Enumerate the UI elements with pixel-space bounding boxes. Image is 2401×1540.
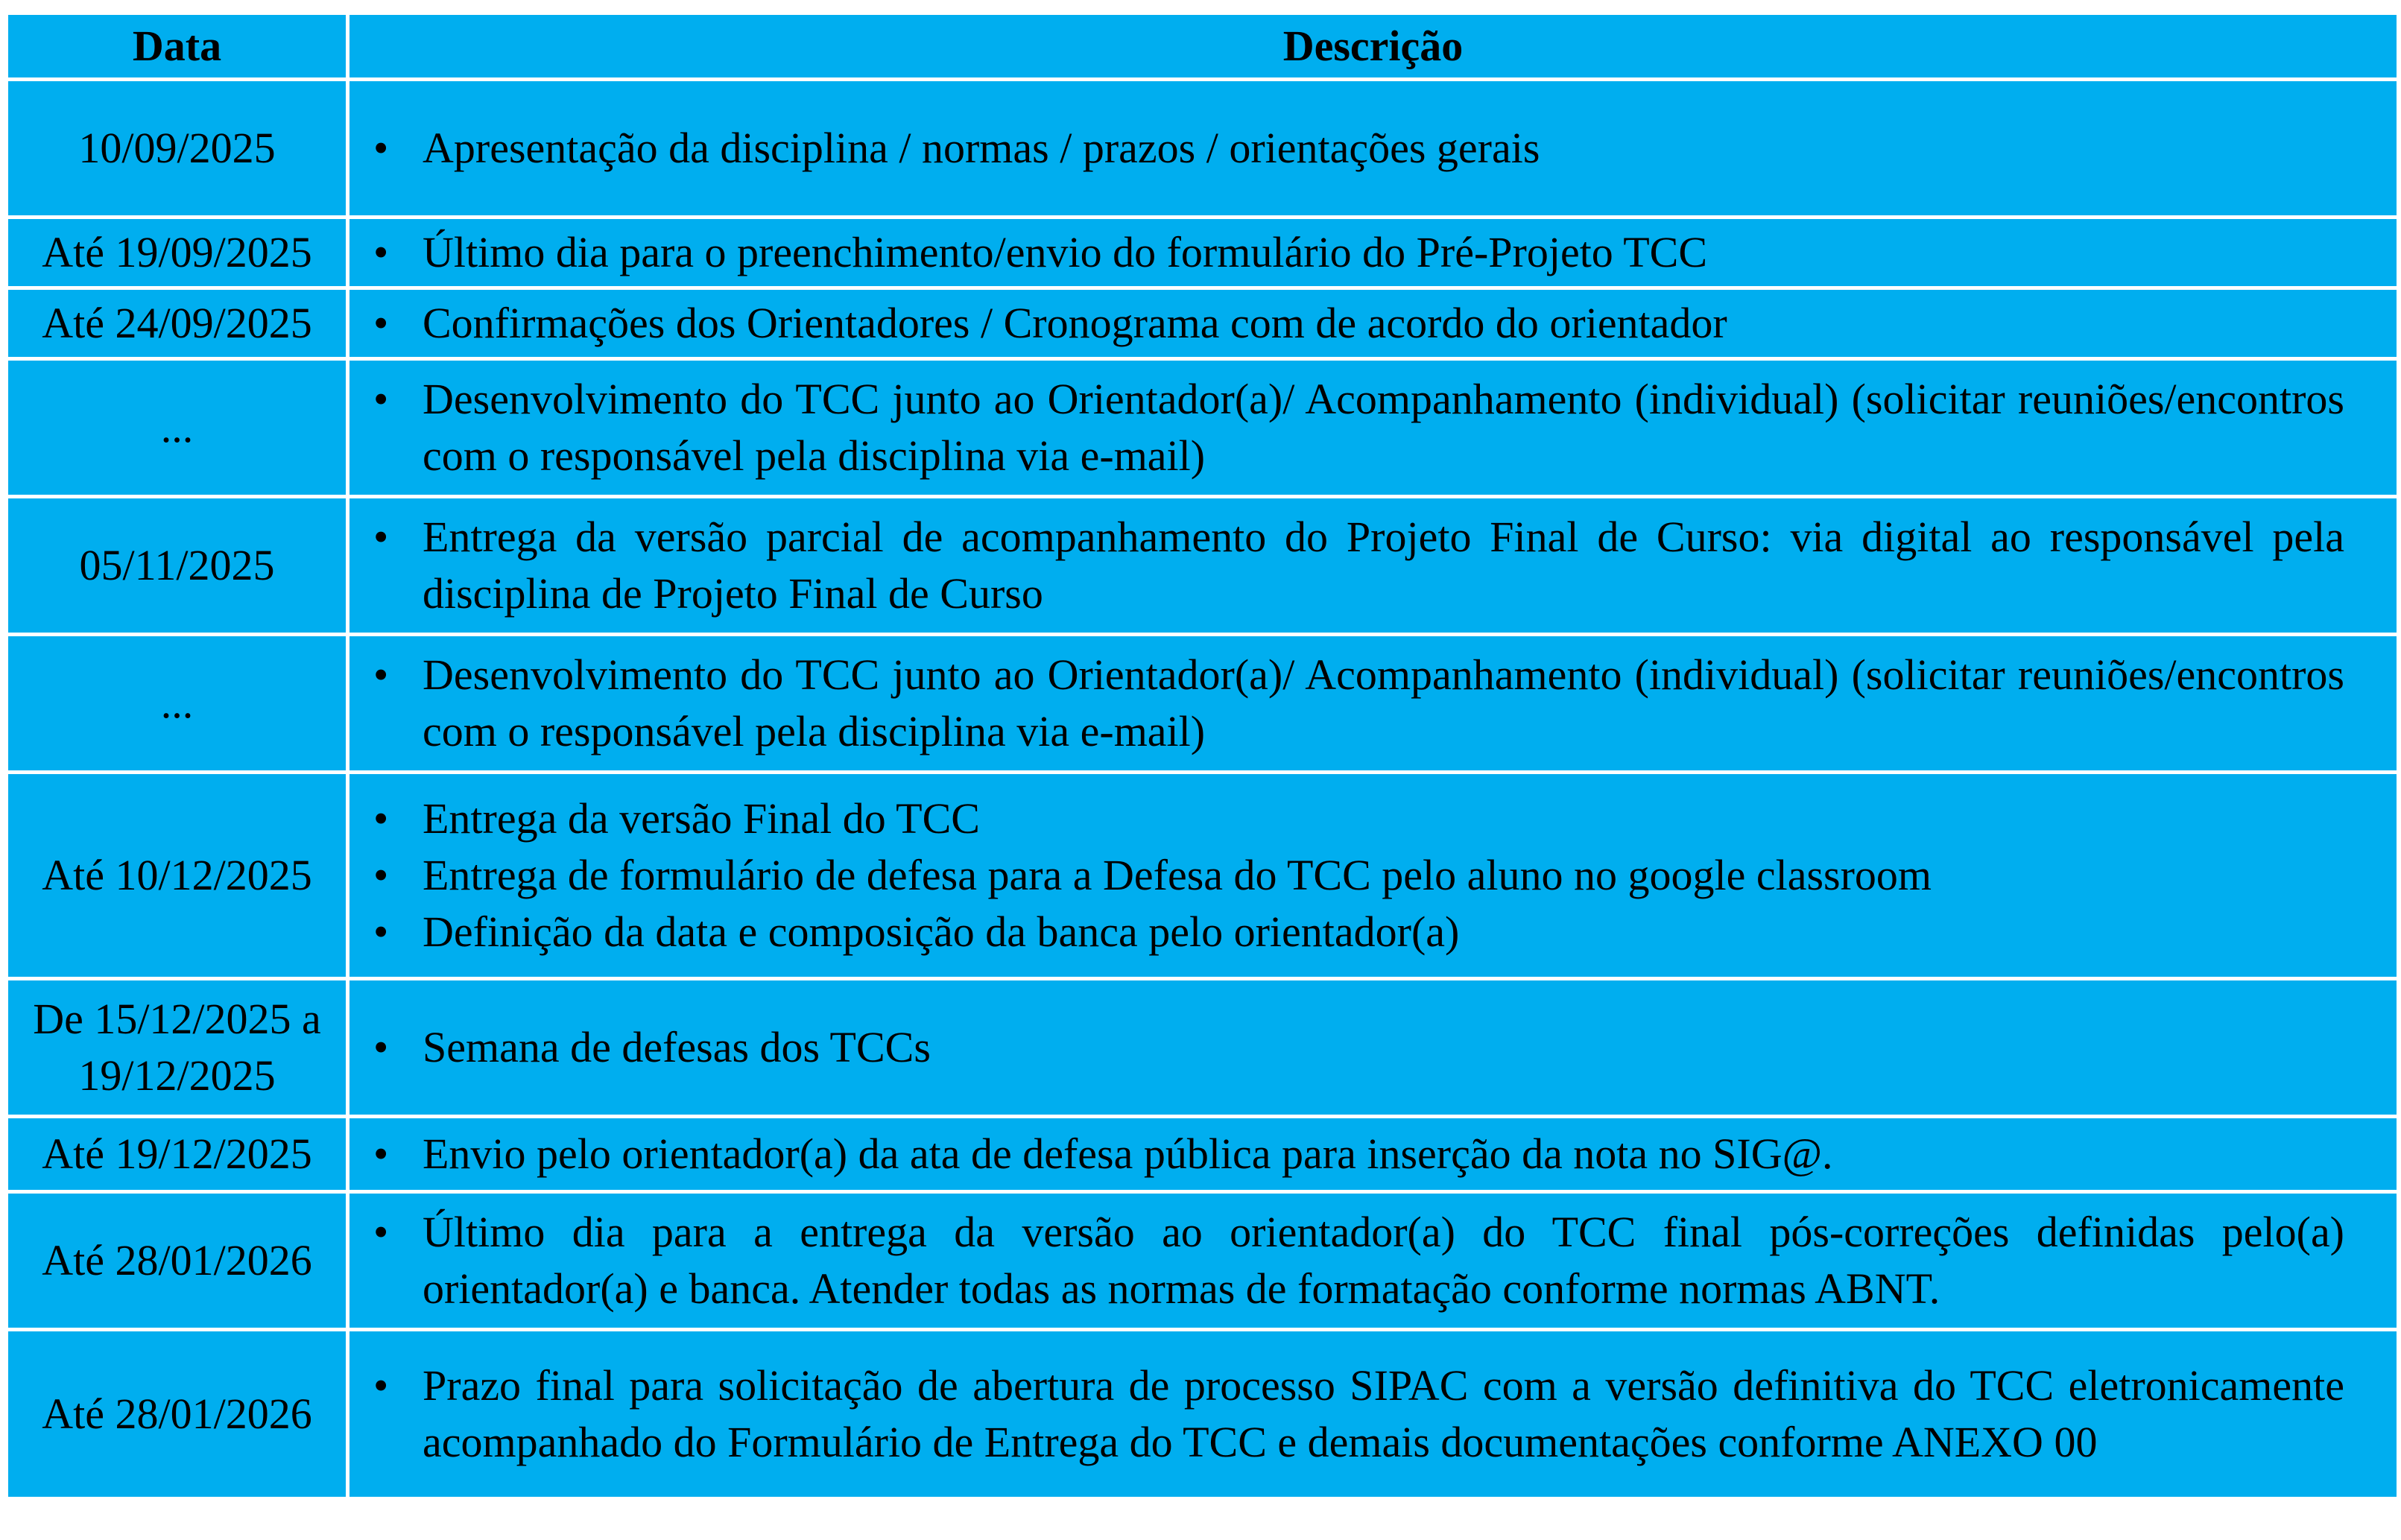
header-date: Data (7, 13, 348, 80)
description-cell (348, 979, 2399, 1117)
description-cell (348, 635, 2399, 773)
date-line: 10/09/2025 (78, 124, 276, 172)
bullet-list (349, 1019, 2344, 1076)
description-cell (348, 218, 2399, 288)
bullet-list (349, 224, 2344, 281)
date-line: ... (160, 679, 194, 727)
bullet-list (349, 295, 2344, 352)
bullet-list (349, 790, 2344, 960)
list-item: • Prazo final para solicitação de abertura de processo SIPAC com a versão definitiva do TCC eletronicamente acompanhado do Formulário de Entrega do TCC e demais documentações conforme ANEXO 00 (423, 1357, 2344, 1471)
description-cell (348, 1117, 2399, 1192)
table-row (7, 773, 2399, 979)
date-cell (7, 497, 348, 635)
description-cell (348, 497, 2399, 635)
date-line: Até 28/01/2026 (42, 1390, 312, 1438)
date-line: Até 19/09/2025 (42, 228, 312, 276)
date-cell (7, 1117, 348, 1192)
list-item: • Último dia para o preenchimento/envio do formulário do Pré-Projeto TCC (423, 224, 2344, 281)
date-cell (7, 979, 348, 1117)
header-row (7, 13, 2399, 80)
table-row (7, 1330, 2399, 1499)
list-item: • Desenvolvimento do TCC junto ao Orientador(a)/ Acompanhamento (individual) (solicitar reuniões/encontros com o responsável pela disciplina via e-mail) (423, 371, 2344, 484)
date-cell (7, 80, 348, 218)
bullet-list (349, 647, 2344, 760)
list-item: • Apresentação da disciplina / normas / prazos / orientações gerais (423, 120, 2344, 177)
bullet-list (349, 1204, 2344, 1317)
table-row (7, 359, 2399, 497)
list-item: • Entrega de formulário de defesa para a Defesa do TCC pelo aluno no google classroom (423, 847, 2344, 904)
description-cell (348, 80, 2399, 218)
table-row (7, 80, 2399, 218)
list-item: • Entrega da versão parcial de acompanhamento do Projeto Final de Curso: via digital ao responsável pela disciplina de Projeto Final de Curso (423, 509, 2344, 622)
list-item: • Semana de defesas dos TCCs (423, 1019, 2344, 1076)
date-line: Até 24/09/2025 (42, 299, 312, 347)
date-cell (7, 635, 348, 773)
description-cell (348, 1330, 2399, 1499)
date-line: 05/11/2025 (79, 541, 275, 589)
date-cell (7, 1330, 348, 1499)
table-row (7, 497, 2399, 635)
bullet-list (349, 1357, 2344, 1471)
date-cell (7, 288, 348, 359)
table-row (7, 218, 2399, 288)
date-line: Até 10/12/2025 (42, 851, 312, 899)
bullet-list (349, 120, 2344, 177)
list-item: • Desenvolvimento do TCC junto ao Orientador(a)/ Acompanhamento (individual) (solicitar reuniões/encontros com o responsável pela disciplina via e-mail) (423, 647, 2344, 760)
table-row (7, 635, 2399, 773)
date-cell (7, 218, 348, 288)
bullet-list (349, 371, 2344, 484)
list-item: • Envio pelo orientador(a) da ata de defesa pública para inserção da nota no SIG@. (423, 1126, 2344, 1182)
date-line: Até 19/12/2025 (42, 1129, 312, 1178)
list-item: • Último dia para a entrega da versão ao orientador(a) do TCC final pós-correções definidas pelo(a) orientador(a) e banca. Atender todas as normas de formatação conforme normas ABNT. (423, 1204, 2344, 1317)
table-row (7, 1192, 2399, 1330)
date-line: ... (160, 403, 194, 451)
bullet-list (349, 509, 2344, 622)
header-description: Descrição (348, 13, 2399, 80)
bullet-list (349, 1126, 2344, 1182)
date-cell (7, 773, 348, 979)
date-line: 19/12/2025 (78, 1051, 276, 1100)
description-cell (348, 773, 2399, 979)
list-item: • Definição da data e composição da banca pelo orientador(a) (423, 904, 2344, 960)
description-cell (348, 359, 2399, 497)
table-row (7, 288, 2399, 359)
table-row (7, 1117, 2399, 1192)
description-cell (348, 288, 2399, 359)
date-line: De 15/12/2025 a (33, 995, 321, 1043)
list-item: • Confirmações dos Orientadores / Cronograma com de acordo do orientador (423, 295, 2344, 352)
description-cell (348, 1192, 2399, 1330)
date-line: Até 28/01/2026 (42, 1236, 312, 1284)
date-cell (7, 1192, 348, 1330)
table-row (7, 979, 2399, 1117)
list-item: • Entrega da versão Final do TCC (423, 790, 2344, 847)
schedule-table (4, 11, 2400, 1501)
date-cell (7, 359, 348, 497)
